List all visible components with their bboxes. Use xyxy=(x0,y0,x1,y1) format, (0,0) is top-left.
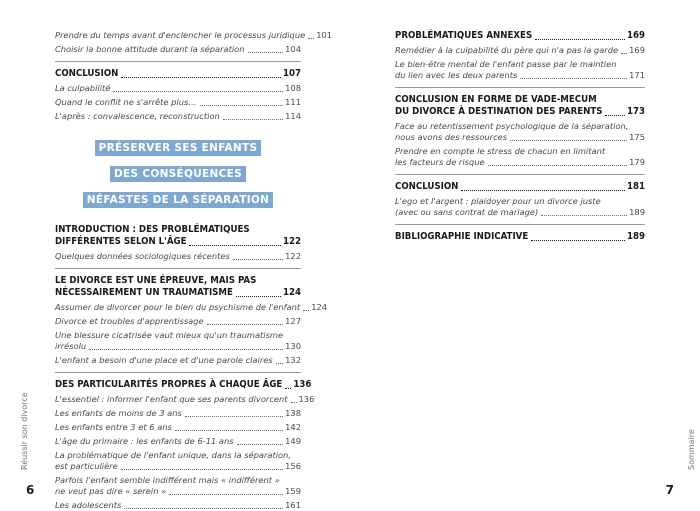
leader-dots xyxy=(605,115,625,116)
toc-item[interactable] xyxy=(55,394,315,405)
toc-item-title: Prendre du temps avant d'enclencher le processus juridique xyxy=(55,30,306,40)
part-title-line: PRÉSERVER SES ENFANTS xyxy=(95,140,262,156)
toc-item-title: Choisir la bonne attitude durant la séparation xyxy=(55,44,245,54)
section-divider xyxy=(55,61,301,62)
toc-item-line: Prendre en compte le stress de chacun en limitant xyxy=(395,146,606,156)
toc-item-line: du lien avec les deux parents xyxy=(395,70,518,80)
toc-item[interactable] xyxy=(395,146,645,168)
toc-item-title: L'enfant a besoin d'une place et d'une parole claires xyxy=(55,355,273,365)
leader-dots xyxy=(520,78,627,79)
toc-heading-title: PROBLÉMATIQUES ANNEXES xyxy=(395,30,533,41)
section-divider xyxy=(395,87,645,88)
toc-item-line: Une blessure cicatrisée vaut mieux qu'un traumatisme xyxy=(55,330,284,340)
leader-dots xyxy=(185,416,283,417)
right-page xyxy=(350,0,700,511)
toc-item-title: Quelques données sociologiques récentes xyxy=(55,251,230,261)
toc-heading-bibliography[interactable] xyxy=(395,231,645,243)
running-header: Réussir son divorce xyxy=(20,392,29,470)
toc-item[interactable] xyxy=(55,500,301,511)
toc-item-line: La problématique de l'enfant unique, dans la séparation, xyxy=(55,450,292,460)
toc-item-title: L'âge du primaire : les enfants de 6-11 ans xyxy=(55,436,234,446)
toc-item-line: les facteurs de risque xyxy=(395,157,485,167)
toc-item-title: Divorce et troubles d'apprentissage xyxy=(55,316,204,326)
toc-item-page: 161 xyxy=(285,500,301,510)
toc-item-page: 122 xyxy=(285,251,301,261)
toc-item-title: L'essentiel : informer l'enfant que ses parents divorcent xyxy=(55,394,288,404)
leader-dots xyxy=(175,430,283,431)
toc-item[interactable] xyxy=(55,316,301,327)
toc-item-page: 132 xyxy=(285,355,301,365)
leader-dots xyxy=(236,296,281,297)
toc-item-page: 114 xyxy=(285,111,301,121)
toc-item-page: 171 xyxy=(629,70,645,80)
toc-item[interactable] xyxy=(395,121,645,143)
leader-dots xyxy=(207,324,284,325)
toc-heading-line: DU DIVORCE À DESTINATION DES PARENTS xyxy=(395,106,603,117)
section-divider xyxy=(395,174,645,175)
page-number: 6 xyxy=(26,483,35,497)
leader-dots xyxy=(291,402,297,403)
toc-item-title: Les adolescents xyxy=(55,500,122,510)
toc-item[interactable] xyxy=(55,30,333,41)
leader-dots xyxy=(303,310,309,311)
leader-dots xyxy=(200,105,284,106)
toc-item-page: 189 xyxy=(629,207,645,217)
toc-heading-page: 169 xyxy=(626,30,645,41)
toc-item-page: 159 xyxy=(285,486,301,496)
leader-dots xyxy=(89,349,283,350)
part-title xyxy=(55,136,301,214)
toc-item-title: Remédier à la culpabilité du père qui n'a pas la garde xyxy=(395,45,619,55)
toc-item-page: 127 xyxy=(285,316,301,326)
toc-heading-title: CONCLUSION xyxy=(395,181,459,192)
toc-item-page: 136 xyxy=(298,394,315,404)
toc-item-page: 138 xyxy=(285,408,301,418)
toc-heading-page: 124 xyxy=(282,287,301,298)
toc-item[interactable] xyxy=(55,475,301,497)
section-divider xyxy=(55,268,301,269)
toc-item-title: Les enfants de moins de 3 ans xyxy=(55,408,182,418)
leader-dots xyxy=(233,259,283,260)
toc-heading-page: 189 xyxy=(626,231,645,242)
leader-dots xyxy=(535,39,625,40)
part-title-line: DES CONSÉQUENCES xyxy=(110,166,246,182)
section-divider xyxy=(395,224,645,225)
toc-item-line: Face au retentissement psychologique de la séparation, xyxy=(395,121,629,131)
toc-item-title: Assumer de divorcer pour le bien du psychisme de l'enfant xyxy=(55,302,301,312)
toc-item-page: 111 xyxy=(285,97,301,107)
leader-dots xyxy=(169,494,283,495)
toc-item[interactable] xyxy=(395,196,645,218)
leader-dots xyxy=(237,444,284,445)
toc-item[interactable] xyxy=(55,44,301,55)
leader-dots xyxy=(223,119,283,120)
toc-heading-introduction[interactable] xyxy=(55,224,301,248)
toc-item-line: Parfois l'enfant semble indifférent mais « indifférent » xyxy=(55,475,280,485)
toc-item-line: ne veut pas dire « serein » xyxy=(55,486,167,496)
toc-heading-ages[interactable] xyxy=(55,379,312,391)
toc-item-page: 156 xyxy=(285,461,301,471)
leader-dots xyxy=(488,165,628,166)
toc-item[interactable] xyxy=(55,330,301,352)
toc-heading-title: BIBLIOGRAPHIE INDICATIVE xyxy=(395,231,529,242)
toc-item-line: (avec ou sans contrat de mariage) xyxy=(395,207,539,217)
leader-dots xyxy=(276,363,283,364)
part-title-line: NÉFASTES DE LA SÉPARATION xyxy=(83,192,273,208)
toc-heading-ordeal[interactable] xyxy=(55,275,301,299)
toc-item[interactable] xyxy=(55,450,301,472)
toc-item-page: 101 xyxy=(316,30,333,40)
toc-item-page: 108 xyxy=(285,83,301,93)
leader-dots xyxy=(541,215,627,216)
toc-heading-conclusion[interactable] xyxy=(395,181,645,193)
leader-dots xyxy=(510,140,627,141)
toc-heading-title: DES PARTICULARITÉS PROPRES À CHAQUE ÂGE xyxy=(55,379,283,390)
toc-item[interactable] xyxy=(55,355,301,366)
toc-item-title: La culpabilité xyxy=(55,83,111,93)
toc-item[interactable] xyxy=(55,251,301,262)
toc-item[interactable] xyxy=(395,45,645,56)
toc-item-page: 179 xyxy=(629,157,645,167)
toc-item-line: Le bien-être mental de l'enfant passe par le maintien xyxy=(395,59,617,69)
toc-heading-page: 173 xyxy=(626,106,645,117)
toc-heading-line: LE DIVORCE EST UNE ÉPREUVE, MAIS PAS xyxy=(55,275,257,286)
toc-item-line: nous avons des ressources xyxy=(395,132,508,142)
toc-heading-line: NÉCESSAIREMENT UN TRAUMATISME xyxy=(55,287,233,298)
leader-dots xyxy=(308,38,314,39)
leader-dots xyxy=(621,53,627,54)
toc-heading-page: 181 xyxy=(626,181,645,192)
leader-dots xyxy=(531,240,625,241)
toc-item[interactable] xyxy=(55,436,301,447)
toc-heading-page: 107 xyxy=(282,68,301,79)
toc-item[interactable] xyxy=(55,97,301,108)
page-number: 7 xyxy=(665,483,674,497)
toc-item[interactable] xyxy=(55,83,301,94)
toc-item-page: 130 xyxy=(285,341,301,351)
leader-dots xyxy=(121,469,283,470)
leader-dots xyxy=(121,77,281,78)
toc-item-page: 149 xyxy=(285,436,301,446)
toc-item-page: 175 xyxy=(629,132,645,142)
leader-dots xyxy=(113,91,283,92)
left-toc-column xyxy=(55,30,333,511)
toc-heading-page: 136 xyxy=(293,379,312,390)
running-header: Sommaire xyxy=(687,429,697,470)
toc-heading-line: CONCLUSION EN FORME DE VADE-MECUM xyxy=(395,94,597,105)
toc-item-line: irrésolu xyxy=(55,341,87,351)
leader-dots xyxy=(124,508,283,509)
toc-heading-page: 122 xyxy=(282,236,301,247)
toc-item-line: est particulière xyxy=(55,461,118,471)
toc-item-title: Les enfants entre 3 et 6 ans xyxy=(55,422,172,432)
toc-item[interactable] xyxy=(55,302,328,313)
leader-dots xyxy=(461,190,625,191)
toc-item-title: L'après : convalescence, reconstruction xyxy=(55,111,220,121)
toc-item-page: 124 xyxy=(311,302,328,312)
toc-item[interactable] xyxy=(395,59,645,81)
toc-item[interactable] xyxy=(55,422,301,433)
toc-heading-title: CONCLUSION xyxy=(55,68,119,79)
toc-heading-line: INTRODUCTION : DES PROBLÉMATIQUES xyxy=(55,224,250,235)
toc-item-page: 142 xyxy=(285,422,301,432)
toc-heading-vademecum[interactable] xyxy=(395,94,645,118)
leader-dots xyxy=(189,245,280,246)
toc-item-page: 104 xyxy=(285,44,301,54)
toc-item[interactable] xyxy=(55,408,301,419)
toc-heading-annexes[interactable] xyxy=(395,30,645,42)
leader-dots xyxy=(248,52,284,53)
leader-dots xyxy=(285,388,291,389)
toc-item-page: 169 xyxy=(629,45,645,55)
right-toc-column xyxy=(395,30,645,246)
toc-heading-conclusion[interactable] xyxy=(55,68,301,80)
toc-item[interactable] xyxy=(55,111,301,122)
section-divider xyxy=(55,372,301,373)
toc-heading-line: DIFFÉRENTES SELON L'ÂGE xyxy=(55,236,187,247)
toc-item-line: L'ego et l'argent : plaidoyer pour un divorce juste xyxy=(395,196,601,206)
toc-item-title: Quand le conflit ne s'arrête plus… xyxy=(55,97,197,107)
